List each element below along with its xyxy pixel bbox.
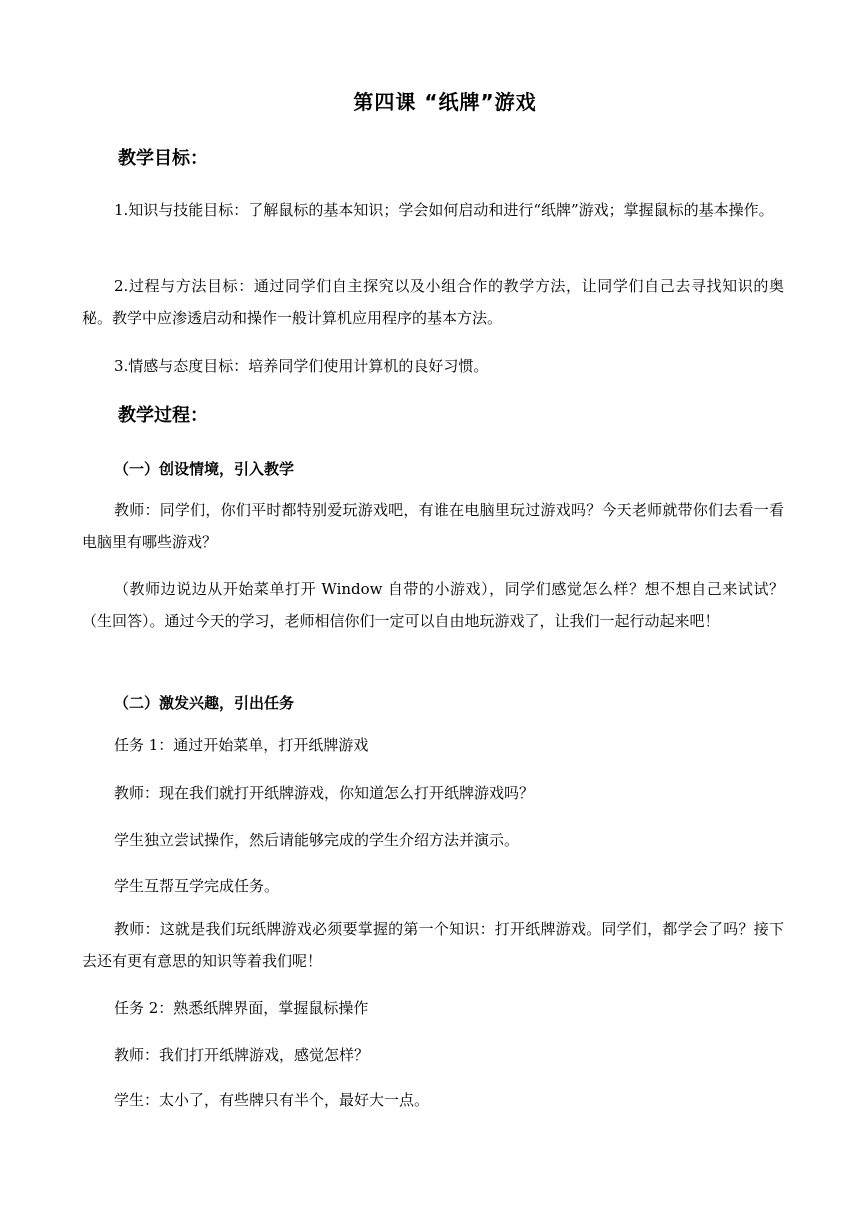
objective-item-1: 1.知识与技能目标：了解鼠标的基本知识；学会如何启动和进行“纸牌”游戏；掌握鼠标的基本操作。 xyxy=(114,201,774,219)
student-line-3: 学生：太小了，有些牌只有半个，最好大一点。 xyxy=(114,1091,430,1109)
page-title: 第四课 “纸牌”游戏 xyxy=(353,90,537,114)
teacher-line-3: 教师：我们打开纸牌游戏，感觉怎样？ xyxy=(114,1046,370,1064)
objective-item-3: 3.情感与态度目标：培养同学们使用计算机的良好习惯。 xyxy=(114,357,489,375)
part1-paragraph-1: 教师：同学们，你们平时都特别爱玩游戏吧，有谁在电脑里玩过游戏吗？今天老师就带你们去看一看电脑里有哪些游戏？ xyxy=(82,501,784,551)
task2-line: 任务 2：熟悉纸牌界面，掌握鼠标操作 xyxy=(114,999,369,1017)
teacher-line-1: 教师：现在我们就打开纸牌游戏，你知道怎么打开纸牌游戏吗？ xyxy=(114,784,535,802)
task1-line: 任务 1：通过开始菜单，打开纸牌游戏 xyxy=(114,736,369,754)
objective-item-2: 2.过程与方法目标：通过同学们自主探究以及小组合作的教学方法，让同学们自己去寻找知识的奥秘。教学中应渗透启动和操作一般计算机应用程序的基本方法。 xyxy=(82,277,784,327)
part1-heading: （一）创设情境，引入教学 xyxy=(114,460,295,478)
student-line-2: 学生互帮互学完成任务。 xyxy=(114,877,280,895)
student-line-1: 学生独立尝试操作，然后请能够完成的学生介绍方法并演示。 xyxy=(114,831,520,849)
process-heading: 教学过程： xyxy=(118,405,208,426)
teacher-paragraph-2: 教师：这就是我们玩纸牌游戏必须要掌握的第一个知识：打开纸牌游戏。同学们，都学会了吗？接下去还有更有意思的知识等着我们呢！ xyxy=(82,920,784,970)
part1-paragraph-2: （教师边说边从开始菜单打开 Window 自带的小游戏），同学们感觉怎么样？想不想自己来试试？（生回答）。通过今天的学习，老师相信你们一定可以自由地玩游戏了，让我们一起行动起来吧！ xyxy=(82,580,784,630)
part2-heading: （二）激发兴趣，引出任务 xyxy=(114,694,295,712)
objectives-heading: 教学目标： xyxy=(118,148,208,169)
